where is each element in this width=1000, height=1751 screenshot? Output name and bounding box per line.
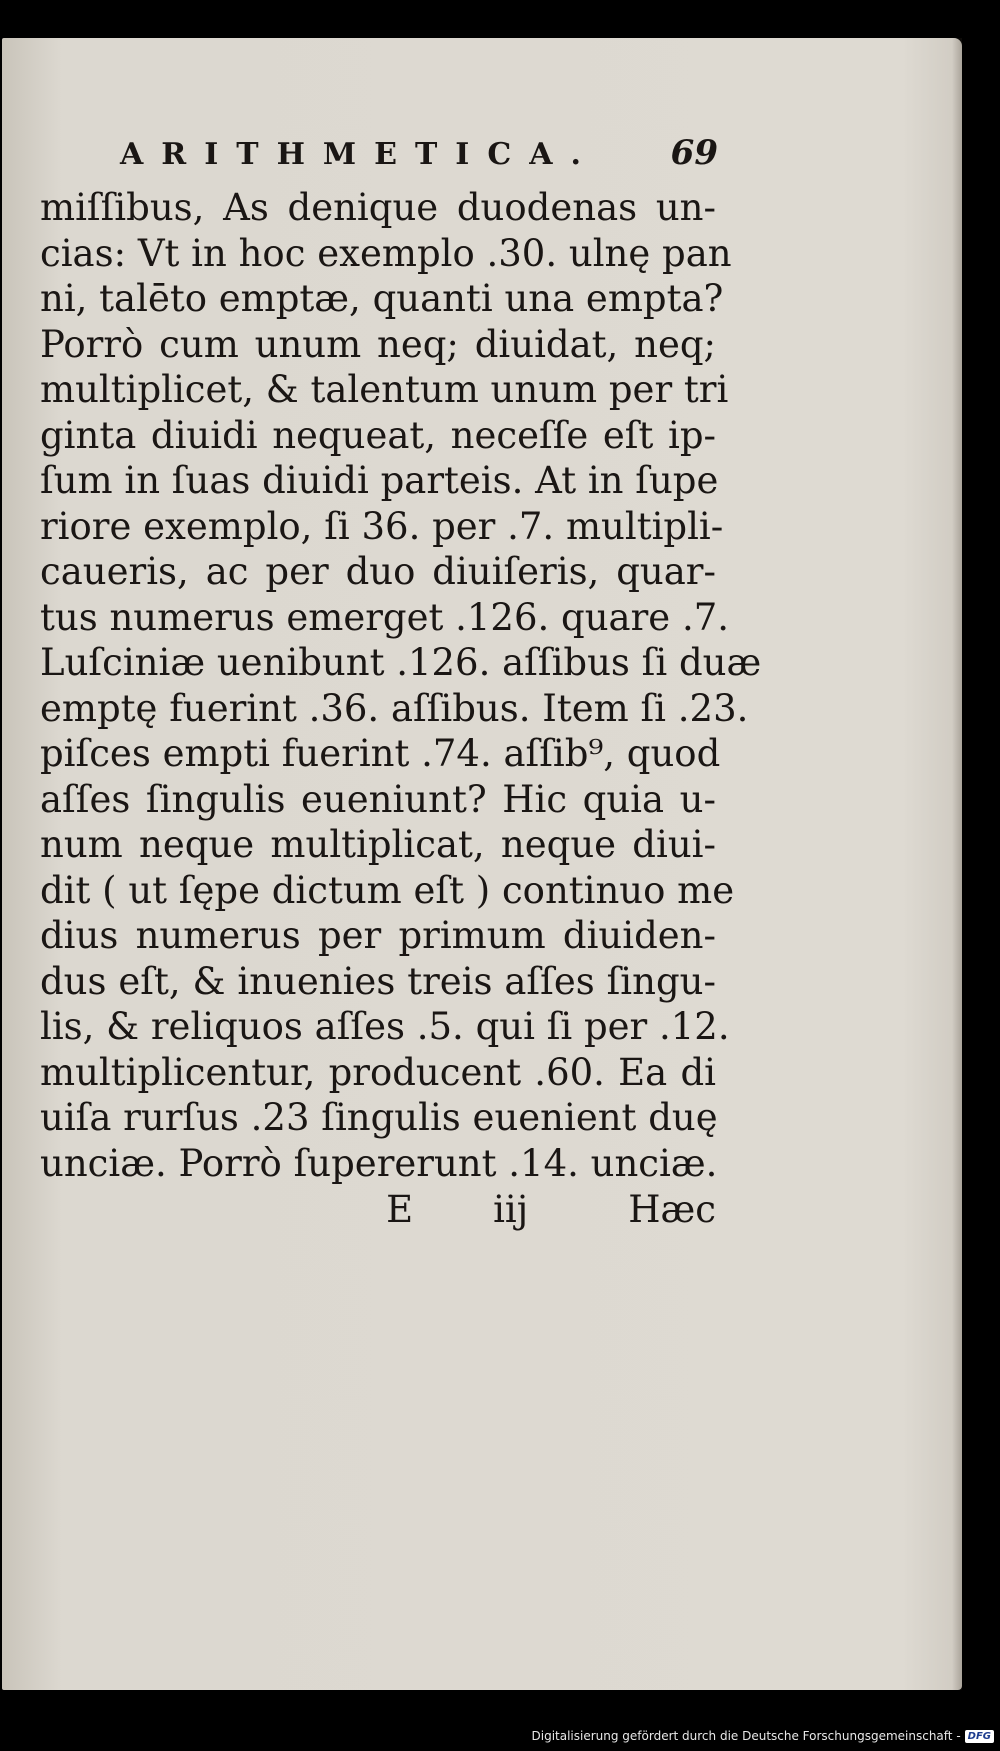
text-line: lis, & reliquos aſſes .5. qui ſi per .12. [40, 1005, 730, 1048]
text-line: miſſibus, As denique duodenas un- [40, 186, 716, 229]
signature-number: iij [493, 1188, 529, 1231]
text-line: uiſa rurſus .23 ſingulis euenient duę [40, 1096, 718, 1139]
text-line: caueris, ac per duo diuiſeris, quar- [40, 550, 716, 593]
signature-mark: E [386, 1188, 414, 1231]
signature-line [40, 1186, 716, 1240]
digitization-credit [532, 1729, 995, 1743]
text-line: num neque multiplicat, neque diui- [40, 823, 716, 866]
credit-text: Digitalisierung gefördert durch die Deutsche Forschungsgemeinschaft - [531, 1729, 961, 1743]
text-line: tus numerus emerget .126. quare .7. [40, 595, 730, 639]
text-line: multiplicet, & talentum unum per tri [40, 368, 729, 411]
text-line: dit ( ut ſępe dictum eſt ) continuo me [40, 868, 735, 912]
text-line: dus eſt, & inuenies treis aſſes ſingu- [40, 959, 716, 1003]
page-number: 69 [670, 133, 718, 173]
text-line: multiplicentur, producent .60. Ea di [40, 1050, 716, 1094]
text-line: aſſes ſingulis eueniunt? Hic quia u- [40, 777, 716, 821]
text-line: ſum in ſuas diuidi parteis. At in ſupe [40, 459, 719, 502]
text-line: dius numerus per primum diuiden- [40, 914, 716, 957]
book-page [2, 38, 962, 1690]
running-title: ARITHMETICA. [120, 137, 599, 172]
text-line: unciæ. Porrò ſupererunt .14. unciæ. [40, 1141, 718, 1185]
text-line: riore exemplo, ſi 36. per .7. multipli- [40, 504, 724, 548]
text-line: ginta diuidi nequeat, neceſſe eſt ip- [40, 413, 716, 457]
body-text [40, 185, 762, 1186]
text-line: piſces empti fuerint .74. aſſib⁹, quod [40, 732, 721, 775]
page-edge-shadow [952, 38, 962, 1690]
text-line: Porrò cum unum neq; diuidat, neq; [40, 322, 716, 366]
text-line: ni, talēto emptæ, quanti una empta? [40, 277, 724, 320]
catchword: Hæc [628, 1188, 716, 1231]
running-head [40, 133, 730, 185]
text-line: Luſciniæ uenibunt .126. aſſibus ſi duæ [40, 641, 762, 684]
text-block [40, 133, 762, 1240]
text-line: cias: Vt in hoc exemplo .30. ulnę pan [40, 231, 732, 275]
dfg-logo: DFG [965, 1730, 994, 1743]
text-line: emptę fuerint .36. aſſibus. Item ſi .23. [40, 686, 749, 730]
